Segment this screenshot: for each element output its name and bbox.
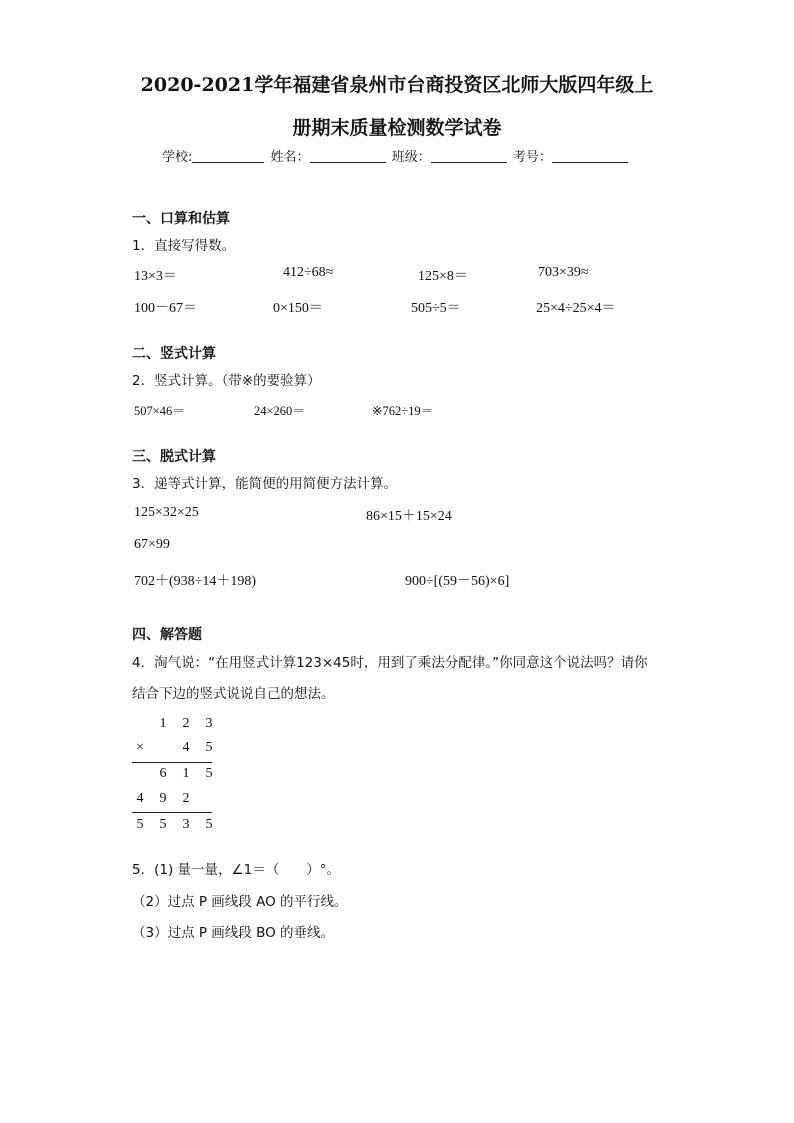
q1-item: 125×8＝ <box>418 269 468 284</box>
calc-digit: 5 <box>205 766 213 781</box>
calc-row <box>132 716 212 734</box>
question-4-line-1: 4．淘气说：“在用竖式计算123×45时，用到了乘法分配律。”你同意这个说法吗？请你 <box>132 655 648 671</box>
question-2-prompt: 2．竖式计算。（带※的要验算） <box>132 373 321 389</box>
question-5-part-2: （2）过点 P 画线段 AO 的平行线。 <box>132 894 348 910</box>
section-heading-2: 二、竖式计算 <box>132 346 216 362</box>
calc-row <box>132 817 212 835</box>
calc-digit: 2 <box>182 791 190 806</box>
calc-row <box>132 740 212 758</box>
section-heading-1: 一、口算和估算 <box>132 211 230 227</box>
section-heading-3: 三、脱式计算 <box>132 449 216 465</box>
page-title-line-1: 2020-2021学年福建省泉州市台商投资区北师大版四年级上 <box>140 74 654 96</box>
calc-digit: 4 <box>182 740 190 755</box>
question-5-part-3: （3）过点 P 画线段 BO 的垂线。 <box>132 925 335 941</box>
calc-divider <box>132 812 212 813</box>
q2-item: 507×46＝ <box>134 404 185 418</box>
calc-digit: 6 <box>159 766 167 781</box>
school-label: 学校: <box>162 150 193 165</box>
calc-divider <box>132 762 212 763</box>
q2-item: ※762÷19＝ <box>372 404 434 418</box>
calc-digit: 9 <box>159 791 167 806</box>
class-blank[interactable] <box>431 150 507 163</box>
school-blank[interactable] <box>192 150 264 163</box>
calc-digit: 3 <box>205 716 213 731</box>
q3-item: 86×15＋15×24 <box>366 509 452 524</box>
calc-digit: 5 <box>205 740 213 755</box>
q3-item: 125×32×25 <box>134 505 199 520</box>
q1-item: 13×3＝ <box>134 269 177 284</box>
calc-row <box>132 791 212 809</box>
calc-digit: 3 <box>182 817 190 832</box>
question-5-part-1: 5．(1) 量一量，∠1＝（ ）°。 <box>132 862 340 878</box>
calc-digit: 5 <box>159 817 167 832</box>
calc-row <box>132 766 212 784</box>
calc-digit: 1 <box>159 716 167 731</box>
calc-digit: × <box>136 740 144 755</box>
q1-item: 505÷5＝ <box>411 301 461 316</box>
q2-item: 24×260＝ <box>254 404 305 418</box>
q1-item: 412÷68≈ <box>283 265 334 280</box>
question-4-line-2: 结合下边的竖式说说自己的想法。 <box>132 686 335 702</box>
student-info-row <box>162 146 630 165</box>
q1-item: 0×150＝ <box>273 301 323 316</box>
q3-item: 67×99 <box>134 537 170 552</box>
question-1-prompt: 1．直接写得数。 <box>132 238 236 254</box>
calc-digit: 1 <box>182 766 190 781</box>
calc-digit: 5 <box>136 817 144 832</box>
question-3-prompt: 3．递等式计算，能简便的用简便方法计算。 <box>132 476 398 492</box>
page-title-line-2: 册期末质量检测数学试卷 <box>292 117 502 139</box>
name-blank[interactable] <box>310 150 386 163</box>
calc-digit: 2 <box>182 716 190 731</box>
vertical-multiplication <box>132 716 212 841</box>
name-label: 姓名： <box>270 150 310 165</box>
q1-item: 703×39≈ <box>538 265 589 280</box>
calc-digit: 4 <box>136 791 144 806</box>
exam-no-label: 考号： <box>512 150 552 165</box>
section-heading-4: 四、解答题 <box>132 627 202 643</box>
exam-no-blank[interactable] <box>552 150 628 163</box>
q3-item: 702＋(938÷14＋198) <box>134 574 257 589</box>
q1-item: 100－67＝ <box>134 301 197 316</box>
q1-item: 25×4÷25×4＝ <box>536 301 616 316</box>
calc-digit: 5 <box>205 817 213 832</box>
q3-item: 900÷[(59－56)×6] <box>405 574 510 589</box>
class-label: 班级： <box>391 150 431 165</box>
